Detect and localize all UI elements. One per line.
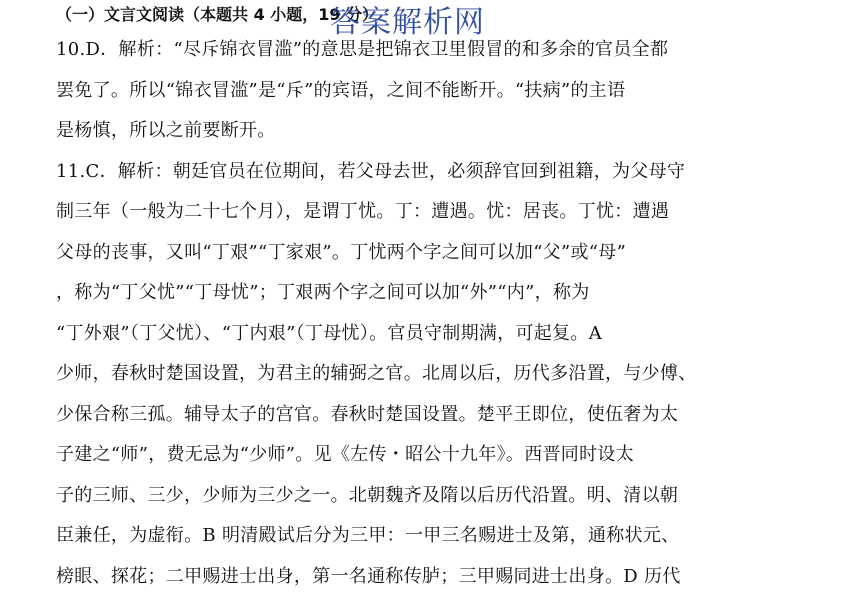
- text-line: 少师，春秋时楚国设置，为君主的辅弼之官。北周以后，历代多沿置，与少傅、: [56, 354, 791, 395]
- text-line: 父母的丧事，又叫“丁艰”“丁家艰”。丁忧两个字之间可以加“父”或“母”: [56, 233, 791, 274]
- text-line: 11.C．解析：朝廷官员在位期间，若父母去世，必须辞官回到祖籍，为父母守: [56, 152, 791, 193]
- text-line: 10.D．解析：“尽斥锦衣冒滥”的意思是把锦衣卫里假冒的和多余的官员全都: [56, 30, 791, 71]
- text-line: 子的三师、三少，少师为三少之一。北朝魏齐及隋以后历代沿置。明、清以朝: [56, 476, 791, 517]
- text-line: “丁外艰”（丁父忧）、“丁内艰”（丁母忧）。官员守制期满，可起复。A: [56, 314, 791, 355]
- watermark-logo: 答案解析网: [330, 6, 485, 40]
- text-line: 罢免了。所以“锦衣冒滥”是“斥”的宾语，之间不能断开。“扶病”的主语: [56, 71, 791, 112]
- text-line: 臣兼任，为虚衔。B 明清殿试后分为三甲：一甲三名赐进士及第，通称状元、: [56, 516, 791, 557]
- text-line: 榜眼、探花；二甲赐进士出身，第一名通称传胪；三甲赐同进士出身。D 历代: [56, 557, 791, 597]
- answer-explanation-text: [56, 30, 791, 597]
- text-line: 子建之“师”，费无忌为“少师”。见《左传・昭公十九年》。西晋同时设太: [56, 435, 791, 476]
- text-line: 制三年（一般为二十七个月），是谓丁忧。丁：遭遇。忧：居丧。丁忧：遭遇: [56, 192, 791, 233]
- text-line: 少保合称三孤。辅导太子的宫官。春秋时楚国设置。楚平王即位，使伍奢为太: [56, 395, 791, 436]
- text-line: ，称为“丁父忧”“丁母忧”；丁艰两个字之间可以加“外”“内”，称为: [56, 273, 791, 314]
- section-heading: （一）文言文阅读（本题共 4 小题，19 分）: [56, 4, 378, 26]
- text-line: 是杨慎，所以之前要断开。: [56, 111, 791, 152]
